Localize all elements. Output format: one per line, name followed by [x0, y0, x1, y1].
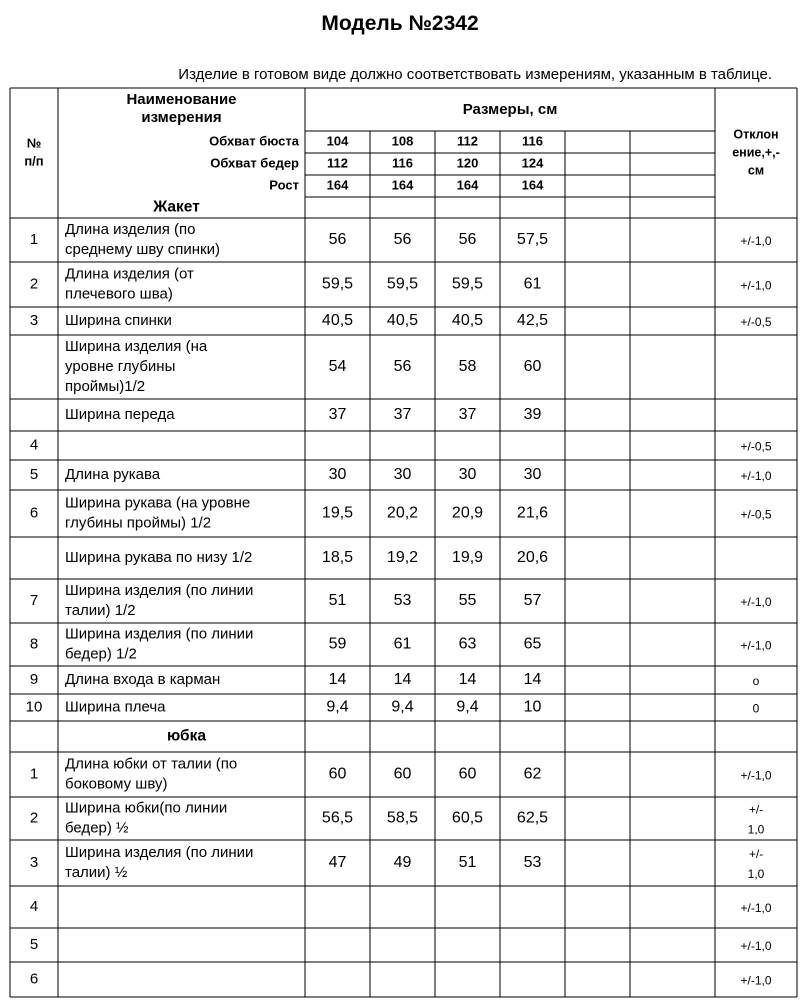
row-value: 53: [393, 592, 412, 610]
param-value: 164: [456, 177, 479, 193]
header-name-label: Наименование: [126, 90, 237, 108]
row-number: 10: [25, 698, 43, 716]
row-value: 39: [523, 406, 542, 424]
row-deviation: +/-: [748, 802, 764, 817]
row-name: Длина изделия (от: [65, 265, 194, 283]
section-title-jacket: Жакет: [153, 198, 200, 216]
row-name: Ширина юбки(по линии: [65, 799, 228, 817]
row-name: уровне глубины: [65, 357, 176, 375]
row-number: 5: [29, 935, 39, 953]
row-name: Ширина изделия (по линии: [65, 843, 254, 861]
row-deviation: +/-1,0: [740, 901, 772, 916]
row-value: 55: [458, 592, 477, 610]
row-name: Ширина спинки: [65, 311, 172, 329]
row-value: 30: [458, 466, 477, 484]
row-deviation: +/-: [748, 847, 764, 862]
row-number: 8: [29, 635, 39, 653]
row-number: 2: [29, 809, 39, 827]
row-name: Длина рукава: [65, 465, 161, 483]
row-name: глубины проймы) 1/2: [65, 514, 212, 532]
row-name: проймы)1/2: [65, 377, 146, 395]
row-value: 60,5: [451, 809, 484, 827]
row-number: 7: [29, 591, 39, 609]
row-value: 59: [328, 635, 347, 653]
param-label: Обхват бюста: [209, 133, 299, 149]
row-value: 65: [523, 635, 542, 653]
param-label: Рост: [269, 177, 299, 193]
row-number: 9: [29, 670, 39, 688]
row-number: 4: [29, 897, 39, 915]
row-name: бедер) 1/2: [65, 645, 137, 663]
row-deviation: 0: [752, 701, 760, 716]
row-value: 51: [458, 854, 477, 872]
row-deviation: +/-1,0: [740, 768, 772, 783]
row-value: 60: [328, 765, 347, 783]
param-value: 164: [521, 177, 544, 193]
row-deviation: +/-1,0: [740, 595, 772, 610]
row-value: 19,9: [451, 549, 484, 567]
row-value: 59,5: [451, 275, 484, 293]
row-deviation: 1,0: [747, 822, 765, 837]
row-value: 30: [523, 466, 542, 484]
row-value: 30: [328, 466, 347, 484]
row-value: 56,5: [321, 809, 354, 827]
header-deviation-label: ение,+,-: [732, 145, 780, 160]
row-name: талии) 1/2: [65, 601, 136, 619]
header-sizes-label: Размеры, см: [462, 100, 558, 118]
row-deviation: +/-0,5: [740, 507, 772, 522]
row-number: 6: [29, 504, 39, 522]
row-value: 21,6: [516, 504, 549, 522]
param-value: 116: [522, 133, 543, 149]
row-value: 61: [523, 275, 542, 293]
param-value: 164: [326, 177, 349, 193]
row-name: Ширина плеча: [65, 698, 166, 716]
row-value: 56: [393, 358, 412, 376]
row-deviation: 1,0: [747, 867, 765, 882]
row-deviation: +/-1,0: [740, 638, 772, 653]
row-value: 60: [393, 765, 412, 783]
row-value: 47: [328, 854, 347, 872]
row-number: 5: [29, 465, 39, 483]
param-value: 124: [521, 155, 544, 171]
row-value: 37: [328, 406, 347, 424]
row-name: Ширина рукава по низу 1/2: [65, 548, 253, 566]
row-value: 20,9: [451, 504, 484, 522]
row-value: 61: [393, 635, 412, 653]
row-value: 40,5: [386, 312, 419, 330]
row-value: 37: [393, 406, 412, 424]
row-value: 42,5: [516, 312, 549, 330]
row-name: Длина изделия (по: [65, 220, 196, 238]
row-number: 4: [29, 436, 39, 454]
row-value: 51: [328, 592, 347, 610]
row-deviation: +/-1,0: [740, 278, 772, 293]
row-deviation: +/-1,0: [740, 469, 772, 484]
row-value: 57: [523, 592, 542, 610]
row-value: 9,4: [456, 698, 479, 716]
row-value: 9,4: [326, 698, 349, 716]
row-value: 19,5: [321, 504, 354, 522]
row-value: 14: [523, 671, 542, 689]
row-value: 58: [458, 358, 477, 376]
row-value: 59,5: [321, 275, 354, 293]
row-name: талии) ½: [65, 863, 128, 881]
row-name: боковому шву): [65, 775, 168, 793]
header-deviation-label: Отклон: [733, 127, 779, 142]
param-value: 112: [327, 155, 348, 171]
param-value: 120: [456, 155, 479, 171]
row-name: Ширина изделия (по линии: [65, 625, 254, 643]
row-value: 40,5: [321, 312, 354, 330]
param-value: 112: [457, 133, 478, 149]
row-value: 54: [328, 358, 347, 376]
row-value: 53: [523, 854, 542, 872]
row-value: 59,5: [386, 275, 419, 293]
row-value: 56: [458, 231, 477, 249]
row-value: 14: [458, 671, 477, 689]
row-name: Ширина изделия (по линии: [65, 581, 254, 599]
param-value: 104: [326, 133, 349, 149]
row-value: 37: [458, 406, 477, 424]
param-label: Обхват бедер: [210, 155, 299, 171]
row-number: 1: [29, 765, 39, 783]
row-deviation: +/-1,0: [740, 234, 772, 249]
header-num-label: п/п: [24, 153, 44, 169]
row-number: 2: [29, 275, 39, 293]
row-value: 49: [393, 854, 412, 872]
row-number: 3: [29, 853, 39, 871]
row-value: 14: [328, 671, 347, 689]
param-value: 116: [392, 155, 413, 171]
param-value: 164: [391, 177, 414, 193]
row-value: 60: [458, 765, 477, 783]
row-value: 60: [523, 358, 542, 376]
row-name: бедер) ½: [65, 819, 129, 837]
row-value: 20,2: [386, 504, 419, 522]
row-name: Ширина изделия (на: [65, 337, 208, 355]
row-value: 56: [328, 231, 347, 249]
param-value: 108: [391, 133, 414, 149]
header-deviation-label: см: [747, 163, 765, 178]
row-value: 58,5: [386, 809, 419, 827]
row-deviation: +/-0,5: [740, 439, 772, 454]
row-deviation: о: [752, 674, 760, 689]
row-deviation: +/-1,0: [740, 939, 772, 954]
row-value: 18,5: [321, 549, 354, 567]
row-value: 62,5: [516, 809, 549, 827]
row-name: Ширина рукава (на уровне: [65, 494, 251, 512]
header-num-label: №: [26, 135, 42, 151]
row-value: 19,2: [386, 549, 419, 567]
row-value: 57,5: [516, 231, 549, 249]
row-number: 6: [29, 970, 39, 988]
row-name: Длина юбки от талии (по: [65, 755, 238, 773]
row-name: плечевого шва): [65, 285, 173, 303]
row-value: 63: [458, 635, 477, 653]
row-deviation: +/-1,0: [740, 973, 772, 988]
row-name: среднему шву спинки): [65, 240, 220, 258]
row-number: 1: [29, 230, 39, 248]
page-title: Модель №2342: [321, 12, 479, 35]
row-name: Длина входа в карман: [65, 670, 221, 688]
row-value: 62: [523, 765, 542, 783]
table-note: Изделие в готовом виде должно соответствовать измерениям, указанным в таблице.: [178, 66, 772, 83]
row-value: 56: [393, 231, 412, 249]
section-title-skirt: юбка: [167, 727, 206, 745]
row-deviation: +/-0,5: [740, 315, 772, 330]
header-name-label: измерения: [141, 108, 222, 126]
row-name: Ширина переда: [65, 405, 175, 423]
row-value: 30: [393, 466, 412, 484]
row-value: 9,4: [391, 698, 414, 716]
row-value: 40,5: [451, 312, 484, 330]
row-number: 3: [29, 311, 39, 329]
row-value: 10: [523, 698, 542, 716]
row-value: 14: [393, 671, 412, 689]
row-value: 20,6: [516, 549, 549, 567]
